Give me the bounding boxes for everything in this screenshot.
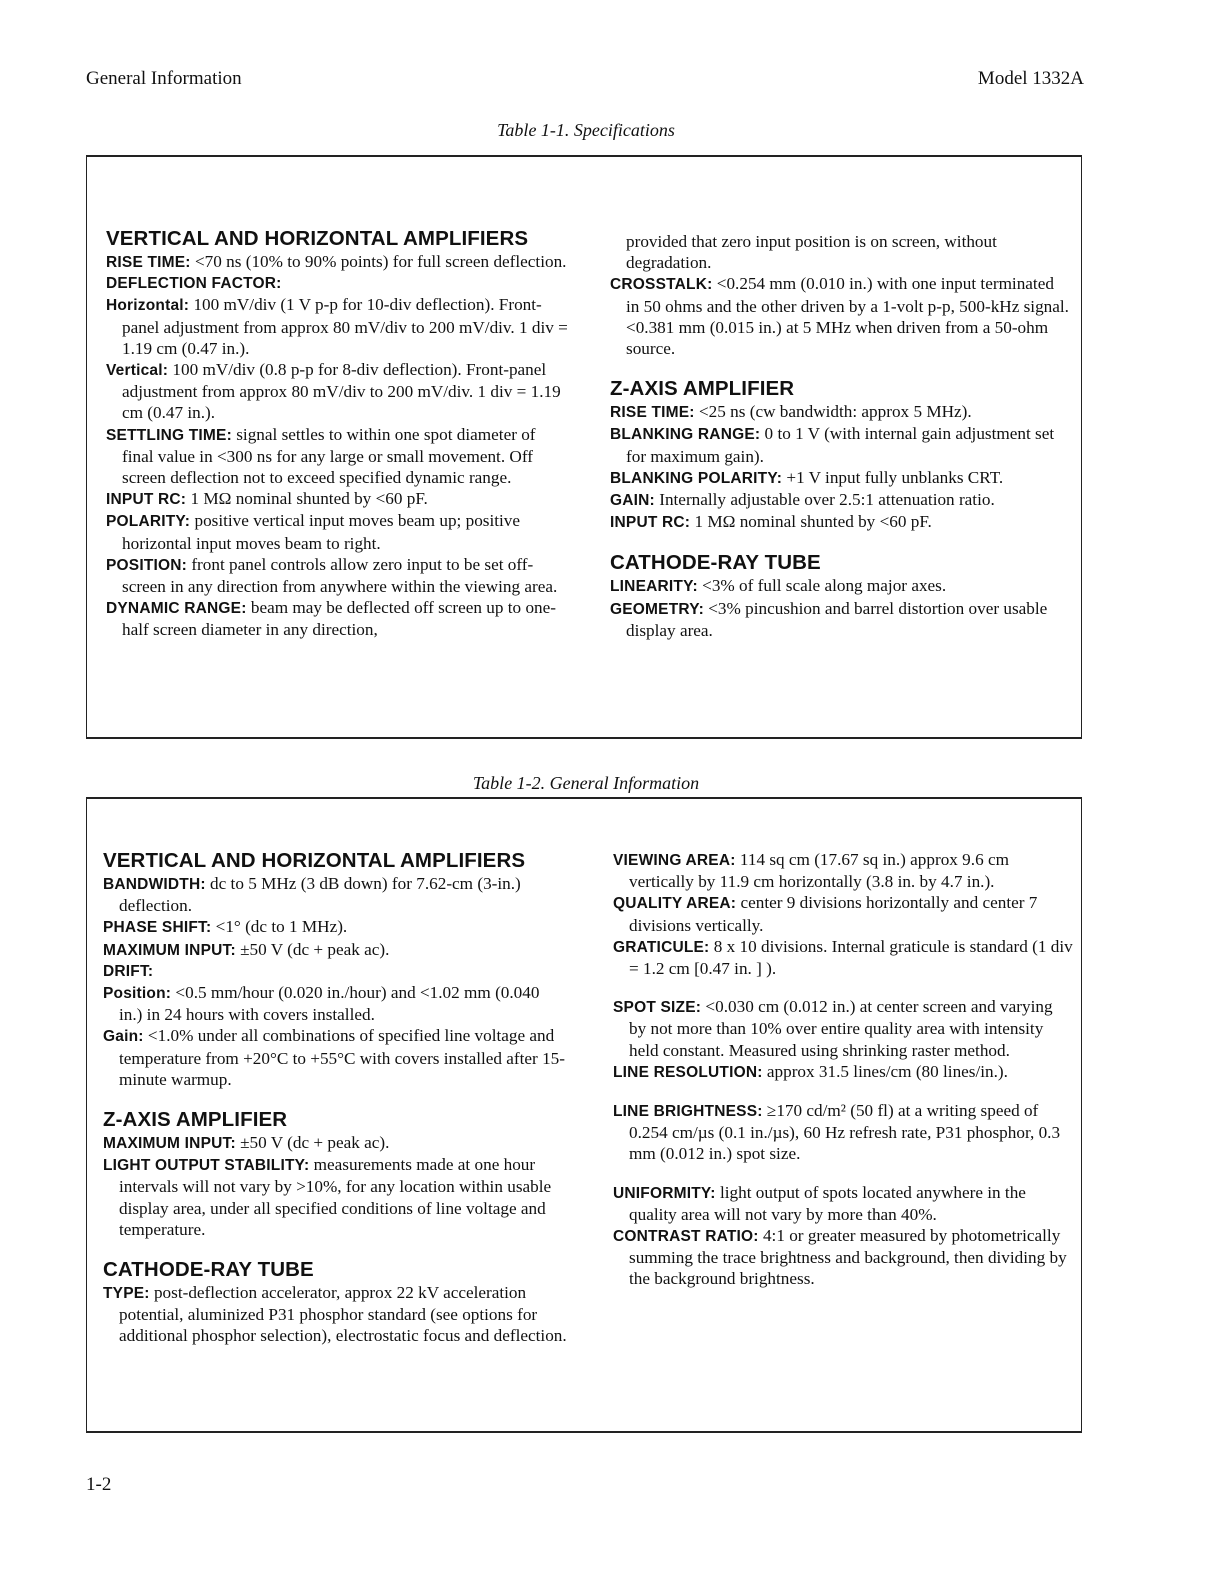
spec-blanking-polarity: BLANKING POLARITY: +1 V input fully unblanks CRT. (610, 467, 1004, 487)
spec-graticule: GRATICULE: 8 x 10 divisions. Internal graticule is standard (1 div = 1.2 cm [0.47 in. ] ). (613, 936, 1073, 979)
spec-drift-heading: DRIFT: (103, 962, 154, 980)
spec-crt-type: TYPE: post-deflection accelerator, approx 22 kV acceleration potential, aluminized P31 phosphor standard (see options for additional phosphor selection), electrostatic focus and deflection. (103, 1283, 567, 1346)
spec-spot-size: SPOT SIZE: <0.030 cm (0.012 in.) at center screen and varying by not more than 10% over entire quality area with intensity held constant. Measured using shrinking raster method. (613, 997, 1053, 1060)
spec-blanking-range: BLANKING RANGE: 0 to 1 V (with internal gain adjustment set for maximum gain). (610, 424, 1055, 466)
spec-maximum-input: MAXIMUM INPUT: ±50 V (dc + peak ac). (103, 939, 390, 959)
spec-gain: GAIN: Internally adjustable over 2.5:1 attenuation ratio. (610, 490, 995, 510)
spec-uniformity: UNIFORMITY: light output of spots located anywhere in the quality area will not vary by more than 40%. (613, 1182, 1026, 1224)
table-1-1-left-column (106, 227, 568, 641)
spec-linearity: LINEARITY: <3% of full scale along major axes. (610, 576, 947, 596)
spec-quality-area: QUALITY AREA: center 9 divisions horizontally and center 7 divisions vertically. (613, 893, 1038, 935)
running-header-left: General Information (86, 68, 242, 89)
section-title-vh-amplifiers: VERTICAL AND HORIZONTAL AMPLIFIERS (106, 227, 529, 250)
table-1-1-right-column (610, 231, 1070, 641)
section-title-z-axis-amplifier-2: Z-AXIS AMPLIFIER (103, 1108, 288, 1132)
spec-position: POSITION: front panel controls allow zero input to be set off-screen in any direction from anywhere within the viewing area. (106, 554, 558, 597)
section-title-vh-amplifiers-2: VERTICAL AND HORIZONTAL AMPLIFIERS (103, 849, 526, 872)
spec-light-output-stability: LIGHT OUTPUT STABILITY: measurements made at one hour intervals will not vary by >10%, for any location within usable display area, under all specified conditions of line voltage and temperature. (103, 1155, 552, 1239)
spec-z-rise-time: RISE TIME: <25 ns (cw bandwidth: approx 5 MHz). (610, 402, 972, 422)
spec-horizontal-deflection: Horizontal: 100 mV/div (1 V p-p for 10-div deflection). Front-panel adjustment from approx 80 mV/div to 200 mV/div. 1 div = 1.19 cm (0.47 in.). (106, 295, 568, 358)
spec-dynamic-range-continued: provided that zero input position is on screen, without degradation. (626, 232, 997, 273)
spec-settling-time: SETTLING TIME: signal settles to within one spot diameter of final value in <300 ns for any large or small movement. Off screen deflection not to exceed specified dynamic range. (106, 424, 536, 488)
section-title-z-axis-amplifier: Z-AXIS AMPLIFIER (610, 377, 795, 401)
spec-deflection-factor-heading: DEFLECTION FACTOR: (106, 275, 282, 293)
running-header-right: Model 1332A (977, 68, 1084, 89)
spec-dynamic-range: DYNAMIC RANGE: beam may be deflected off screen up to one-half screen diameter in any direction, (106, 598, 556, 640)
page-number: 1-2 (86, 1474, 112, 1495)
spec-z-input-rc: INPUT RC: 1 MΩ nominal shunted by <60 pF. (610, 512, 932, 532)
spec-crosstalk: CROSSTALK: <0.254 mm (0.010 in.) with one input terminated in 50 ohms and the other driven by a 1-volt p-p, 500-kHz signal. <0.381 mm (0.015 in.) at 5 MHz when driven from a 50-ohm source. (610, 274, 1069, 359)
spec-rise-time: RISE TIME: <70 ns (10% to 90% points) for full screen deflection. (106, 252, 567, 271)
section-title-cathode-ray-tube-2: CATHODE-RAY TUBE (103, 1258, 314, 1282)
spec-phase-shift: PHASE SHIFT: <1° (dc to 1 MHz). (103, 917, 348, 937)
spec-drift-gain: Gain: <1.0% under all combinations of specified line voltage and temperature from +20°C to +55°C with covers installed after 15-minute warmup. (103, 1026, 565, 1089)
table-1-1-specifications (86, 155, 1082, 739)
section-title-cathode-ray-tube: CATHODE-RAY TUBE (610, 551, 821, 575)
spec-vertical-deflection: Vertical: 100 mV/div (0.8 p-p for 8-div deflection). Front-panel adjustment from approx 80 mV/div to 200 mV/div. 1 div = 1.19 cm (0.47 in.). (106, 360, 561, 423)
table-1-2-general-information (86, 797, 1082, 1433)
spec-line-resolution: LINE RESOLUTION: approx 31.5 lines/cm (80 lines/in.). (613, 1061, 1008, 1081)
spec-geometry: GEOMETRY: <3% pincushion and barrel distortion over usable display area. (610, 598, 1048, 640)
spec-z-maximum-input: MAXIMUM INPUT: ±50 V (dc + peak ac). (103, 1133, 390, 1153)
table-1-2-right-column (613, 849, 1073, 1290)
spec-input-rc: INPUT RC: 1 MΩ nominal shunted by <60 pF. (106, 489, 428, 509)
spec-polarity: POLARITY: positive vertical input moves beam up; positive horizontal input moves beam to right. (106, 511, 521, 553)
spec-bandwidth: BANDWIDTH: dc to 5 MHz (3 dB down) for 7.62-cm (3-in.) deflection. (103, 874, 521, 916)
spec-line-brightness: LINE BRIGHTNESS: ≥170 cd/m² (50 fl) at a writing speed of 0.254 cm/µs (0.1 in./µs), 60 Hz refresh rate, P31 phosphor, 0.3 mm (0.012 in.) spot size. (613, 1101, 1061, 1164)
table-1-2-left-column (103, 849, 567, 1347)
table-1-2-caption: Table 1-2. General Information (472, 773, 700, 793)
table-1-1-caption: Table 1-1. Specifications (497, 120, 675, 140)
spec-drift-position: Position: <0.5 mm/hour (0.020 in./hour) and <1.02 mm (0.040 in.) in 24 hours with covers installed. (103, 983, 540, 1025)
spec-viewing-area: VIEWING AREA: 114 sq cm (17.67 sq in.) approx 9.6 cm vertically by 11.9 cm horizontally (3.8 in. by 4.7 in.). (613, 850, 1009, 892)
spec-contrast-ratio: CONTRAST RATIO: 4:1 or greater measured by photometrically summing the trace brightness and background, then dividing by the background brightness. (613, 1226, 1067, 1289)
